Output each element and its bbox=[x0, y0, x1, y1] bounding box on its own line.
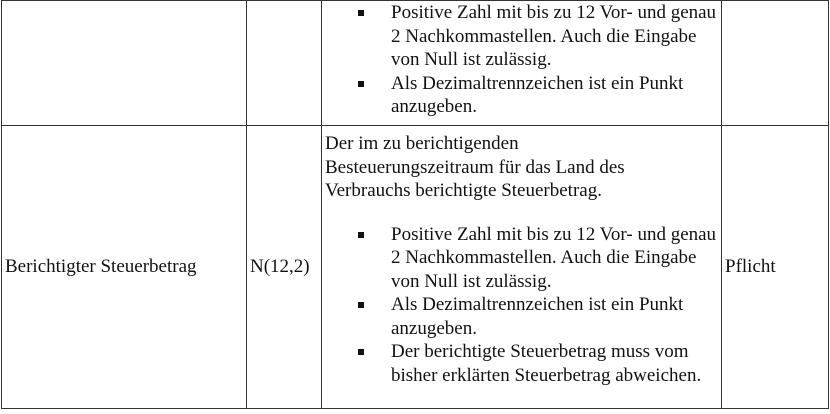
table-row bbox=[2, 126, 829, 409]
field-type-cell: N(12,2) bbox=[247, 126, 322, 409]
bullet-list bbox=[325, 1, 719, 119]
field-name-cell bbox=[2, 1, 247, 126]
field-description-cell bbox=[322, 126, 722, 409]
table-row bbox=[2, 1, 829, 126]
bullet-item: Positive Zahl mit bis zu 12 Vor- und genau 2 Nachkommastellen. Auch die Eingabe von Null ist zulässig. bbox=[325, 223, 719, 294]
bullet-item: Als Dezimaltrennzeichen ist ein Punkt anzugeben. bbox=[325, 72, 719, 119]
field-type-cell bbox=[247, 1, 322, 126]
bullet-icon bbox=[358, 10, 364, 16]
requirement-cell: Pflicht bbox=[722, 126, 829, 409]
requirement-cell bbox=[722, 1, 829, 126]
description-intro: Der im zu berichtigenden Besteuerungszeitraum für das Land des Verbrauchs berichtigte Steuerbetrag. bbox=[325, 133, 625, 201]
bullet-item: Als Dezimaltrennzeichen ist ein Punkt anzugeben. bbox=[325, 293, 719, 340]
bullet-list bbox=[325, 223, 719, 388]
bullet-icon bbox=[358, 302, 364, 308]
bullet-icon bbox=[358, 81, 364, 87]
bullet-icon bbox=[358, 232, 364, 238]
bullet-icon bbox=[358, 349, 364, 355]
field-name-cell: Berichtigter Steuerbetrag bbox=[2, 126, 247, 409]
field-description-cell bbox=[322, 1, 722, 126]
bullet-item: Positive Zahl mit bis zu 12 Vor- und genau 2 Nachkommastellen. Auch die Eingabe von Null ist zulässig. bbox=[325, 1, 719, 72]
bullet-item: Der berichtigte Steuerbetrag muss vom bisher erklärten Steuerbetrag abweichen. bbox=[325, 340, 719, 387]
field-spec-table bbox=[1, 0, 829, 409]
